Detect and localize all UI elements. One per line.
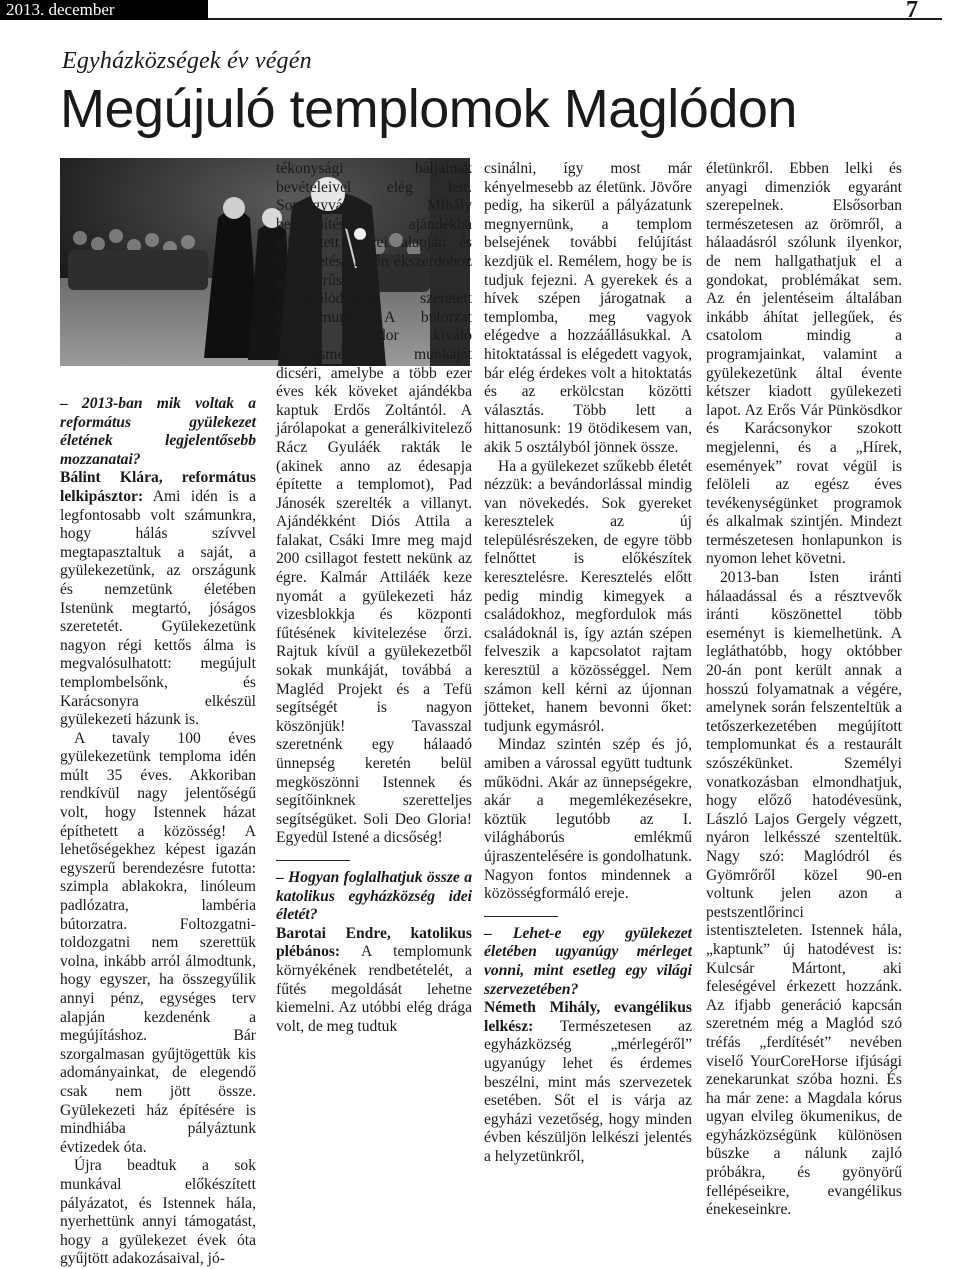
page-number: 7 (906, 0, 918, 23)
article-column-3 (484, 160, 692, 1166)
question-separator (484, 916, 558, 917)
paragraph: életünkről. Ebben lelki és anyagi dimenziók egyaránt szerepelnek. Elsősorban természetesen az örömről, a hálaadásról szólunk ilyenkor, de nem hallgathatjuk el a gondokat, problémákat sem. Az én jelentéseim általában inkább áhítat jellegűek, és csatolom mindig a programjainkat, valamint a gyülekezetünk által évente kétszer kiadott gyülekezeti lapot. Az Erős Vár Pünkösdkor és Karácsonykor szokott megjelenni, és a „Hírek, események” rovat végül is felöleli az egész éves tevékenységünket programok és alkalmak szintjén. Mindezt természetesen honlapunkon is nyomon lehet követni. (706, 160, 902, 568)
paragraph (276, 925, 472, 1037)
speaker-name: Bálint Klára, református lelkipásztor: (60, 469, 256, 505)
paragraph: A tavaly 100 éves gyülekezetünk temploma idén múlt 35 éves. Akkoriban rendkívül nagy jelentőségű volt, hogy Istennek házat építhetett a közösség! A lehetőségekhez képest igazán egyszerű berendezésre futotta: szimpla ablakokra, linóleum padlózatra, lambéria bútorzatra. Foltozgatni-toldozgatni nem szerettük volna, inkább arról álmodtunk, hogy egyszer, ha összegyűlik annyi pénz, egységes terv alapján kezdenénk a megújításhoz. Bár szorgalmasan gyűjtögettük kis adományainkat, de elegendő csak nem jött össze. Gyülekezeti ház építésére is mindhiába pályáztunk évtizedek óta. (60, 729, 256, 1156)
article-column-1 (60, 395, 256, 1269)
header-rule (208, 18, 942, 20)
speaker-name: Németh Mihály, evangélikus lelkész: (484, 999, 692, 1035)
paragraph-text: Természetesen az egyházközség „mérlegéről” ugyanúgy lehet és érdemes beszélni, mint más szervezetek esetében. Sőt el is várja az egyházi vezetőség, hogy minden évben készüljön lelkészi jelentés a helyzetünkről, (484, 1017, 692, 1165)
issue-date: 2013. december (0, 0, 208, 20)
interview-question-2: – Hogyan foglalhatjuk össze a katolikus egyházközség idei életét? (276, 868, 472, 924)
article-column-4 (706, 160, 902, 1220)
paragraph: Mindaz szintén szép és jó, amiben a várossal együtt tudtunk működni. Akár az ünnepségekre, akár a megemlékezésekre, köztük legutóbb az I. világháborús emlékmű újraszentelésére is gondolhatunk. Nagyon fontos mindennek a közösségformáló ereje. (484, 736, 692, 903)
section-title: Egyházközségek év végén (62, 48, 312, 74)
paragraph: tékonysági báljainak bevételeivel elég lett. Somogyváry Mihály belsőépítész ajándékba elkészített tervei alapján és művezetése révén ékszerdoboz gyönyörűségűre varázsolódhatott szeretett templomunk. A bútorzat Franyó Sándor kiváló asztalosmester munkáját dicséri, amelybe a több ezer éves kék köveket ajándékba kaptuk Erdős Zoltántól. A járólapokat a generálkivitelező Rácz Gyuláék rakták le (akinek anno az édesapja építette a templomot), Pad Jánosék szerelték a villanyt. Ajándékként Diós Attila a falakat, Csáki Imre meg majd 200 csillagot festett nekünk az égre. Kalmár Attiláék keze nyomát a gyülekezeti ház vizesblokkja és központi fűtésének kivitelezése őrzi. Rajtuk kívül a gyülekezetből sokak munkáját, továbbá a Magléd Projekt és a Tefü segítségét is nagyon köszönjük! Tavasszal szeretnénk egy hálaadó ünnepség keretén belül megköszönni Istennek és segítőinknek szeretteljes segítségüket. Soli Deo Gloria! Egyedül Istené a dicsőség! (276, 160, 472, 847)
paragraph-text: Ami idén is a legfontosabb volt számunkra, hogy hálás szívvel megtapasztaltuk a saját, a gyülekezetünk, az országunk és nemzetünk életében Istenünk megtartó, jóságos szeretetét. Gyülekezetünk nagyon régi kettős álma is megvalósulhatott: megújult templombelsőnk, és Karácsonyra elkészül gyülekezeti házunk is. (60, 487, 256, 729)
speaker-name: Barotai Endre, katolikus plébános: (276, 924, 472, 961)
paragraph: Újra beadtuk a sok munkával előkészített pályázatot, és Istennek hála, nyerhettünk annyi támogatást, hogy a gyülekezet évek óta gyűjtött adakozásaival, jó- (60, 1157, 256, 1268)
paragraph: csinálni, így most már kényelmesebb az életünk. Jövőre pedig, ha sikerül a pályázatunk megnyernünk, a templom belsejének további felújítást kezdjük el. Remélem, hogy be is tudjuk fejezni. A gyerekek és a hívek szépen járogatnak a templomba, meg vagyok elégedve a hozzáállásukkal. A hitoktatással is elégedett vagyok, bár elég érdekes volt a hitoktatás és az erkölcstan közötti választás. Több lett a hittanosunk: 19 ötödikesem van, akik 5 osztályból jönnek össze. (484, 160, 692, 456)
paragraph: Ha a gyülekezet szűkebb életét nézzük: a bevándorlással mindig van növekedés. Sok gyereket keresztelek az új településrészeken, de egyre több felnőttet is előkészítek keresztelésre. Keresztelés előtt pedig mindig kimegyek a családokhoz, megfordulok más családoknál is, így aztán szépen felveszik a kapcsolatot rajtam keresztül a közösséggel. Nem számon kell kérni az újonnan jötteket, hanem bevonni őket: tudjunk egymásról. (484, 457, 692, 735)
paragraph (484, 999, 692, 1166)
paragraph (60, 469, 256, 729)
interview-question-1: – 2013-ban mik voltak a református gyülekezet életének legjelentősebb mozzanatai? (60, 395, 256, 468)
interview-question-3: – Lehet-e egy gyülekezet életében ugyanúgy mérleget vonni, mint esetleg egy világi szervezetében? (484, 924, 692, 998)
article-column-2 (276, 160, 472, 1036)
paragraph-text: A templomunk környékének rendbetételét, a fűtés megoldását lehetne kiemelni. Az utóbbi elég drága volt, de meg tudtuk (276, 943, 472, 1035)
paragraph: 2013-ban Isten iránti hálaadással és a résztvevők iránti köszönettel több eseményt is kiemelhetünk. A legláthatóbb, hogy októbber 20-án pont került annak a hosszú folyamatnak a végére, amelynek során felszenteltük a tetőszerkezetében megújított templomunkat és a restaurált szószékünket. Személyi vonatkozásban elmondhatjuk, hogy előző hatodévesünk, László Lajos Gergely végzett, nyáron lelkésszé szenteltük. Nagy szó: Maglódról és Gyömrőről közel 90-en voltunk jelen azon a pestszentlőrinci istentiszteleten. Istennek hála, „kaptunk” új hatodévest is: Kulcsár Mártont, aki feleségével érkezett hozzánk. Az ifjabb generáció kapcsán szeretném még a Maglód szó tréfás „ferdítését” nevében viselő YourCoreHorse ifjúsági zenekarunkat szóba hozni. És ha már zene: a Magdala kórus ugyan elvileg ökumenikus, de egyházközségünk különösen büszke a nálunk zajló próbákra, és gyönyörű fellépéseikre, evangélikus énekeseinkre. (706, 569, 902, 1219)
question-separator (276, 860, 350, 861)
headline: Megújuló templomok Maglódon (60, 79, 797, 139)
